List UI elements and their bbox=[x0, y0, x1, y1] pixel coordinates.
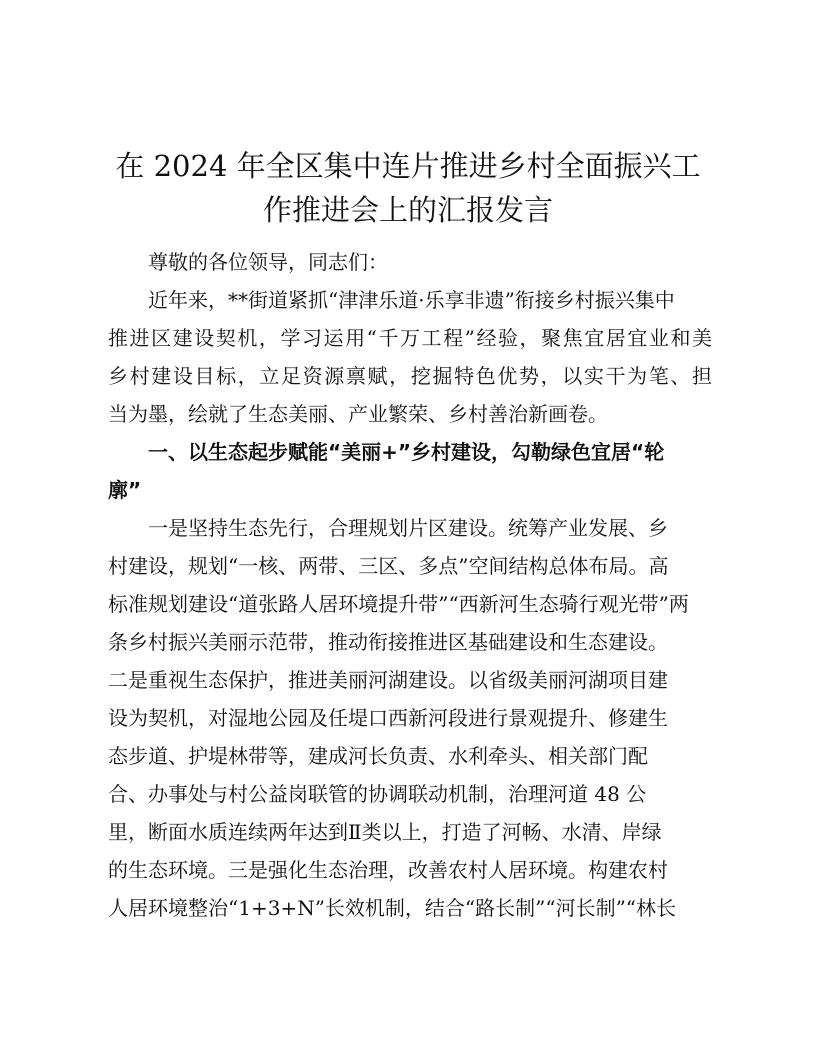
section-1-body-line-7: 态步道、护堤林带等，建成河长负责、水利牵头、相关部门配 bbox=[108, 744, 648, 768]
greeting: 尊敬的各位领导，同志们： bbox=[148, 250, 388, 274]
section-1-heading-line-2: 廓” bbox=[108, 478, 142, 502]
document-title-line-2: 作推进会上的汇报发言 bbox=[262, 193, 553, 227]
intro-line-2: 推进区建设契机，学习运用“千万工程”经验，聚焦宜居宜业和美 bbox=[108, 326, 712, 350]
intro-line-4: 当为墨，绘就了生态美丽、产业繁荣、乡村善治新画卷。 bbox=[108, 402, 608, 426]
section-1-body-line-11: 人居环境整治“1+3+N”长效机制，结合“路长制”“河长制”“林长 bbox=[108, 896, 677, 920]
section-1-body-line-3: 标准规划建设“道张路人居环境提升带”“西新河生态骑行观光带”两 bbox=[108, 592, 689, 616]
section-1-heading-line-1: 一、以生态起步赋能“美丽+”乡村建设，勾勒绿色宜居“轮 bbox=[148, 440, 665, 464]
section-1-body-line-5: 二是重视生态保护，推进美丽河湖建设。以省级美丽河湖项目建 bbox=[108, 668, 668, 692]
intro-line-1: 近年来，**街道紧抓“津津乐道·乐享非遗”衔接乡村振兴集中 bbox=[148, 288, 675, 312]
section-1-body-line-6: 设为契机，对湿地公园及任堤口西新河段进行景观提升、修建生 bbox=[108, 706, 668, 730]
section-1-body-line-9: 里，断面水质连续两年达到Ⅱ类以上，打造了河畅、水清、岸绿 bbox=[108, 820, 662, 844]
section-1-body-line-10: 的生态环境。三是强化生态治理，改善农村人居环境。构建农村 bbox=[108, 858, 668, 882]
document-title-line-1: 在 2024 年全区集中连片推进乡村全面振兴工 bbox=[115, 149, 701, 183]
section-1-body-line-2: 村建设，规划“一核、两带、三区、多点”空间结构总体布局。高 bbox=[108, 554, 669, 578]
section-1-body-line-1: 一是坚持生态先行，合理规划片区建设。统筹产业发展、乡 bbox=[148, 516, 668, 540]
intro-line-3: 乡村建设目标，立足资源禀赋，挖掘特色优势，以实干为笔、担 bbox=[108, 364, 712, 388]
section-1-body-line-8: 合、办事处与村公益岗联管的协调联动机制，治理河道 48 公 bbox=[108, 782, 647, 806]
section-1-body-line-4: 条乡村振兴美丽示范带，推动衔接推进区基础建设和生态建设。 bbox=[108, 630, 668, 654]
